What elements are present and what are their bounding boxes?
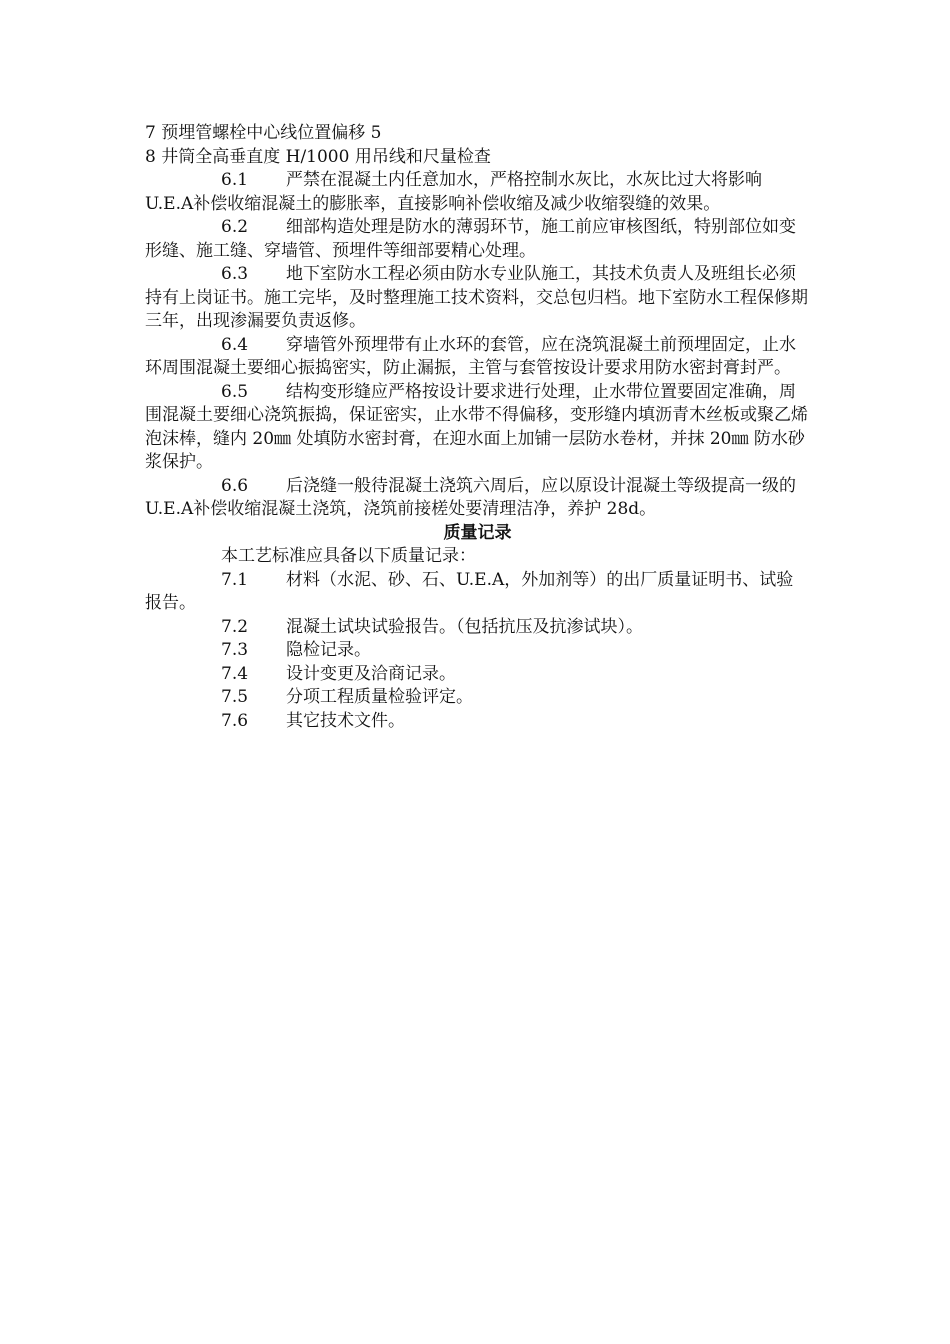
clause-number: 7.1 bbox=[221, 569, 249, 590]
clause-number: 6.3 bbox=[221, 264, 249, 284]
clause-text: 隐检记录。 bbox=[286, 640, 371, 660]
clause-number: 6.4 bbox=[221, 334, 249, 355]
clause-number: 7.6 bbox=[221, 710, 249, 731]
clause-number: 7.2 bbox=[221, 616, 249, 637]
clause-number: 7.3 bbox=[221, 640, 249, 660]
clause-7-4 bbox=[145, 663, 810, 687]
item-7-line: 7 预埋管螺栓中心线位置偏移 5 bbox=[145, 123, 382, 143]
clause-6-1 bbox=[145, 169, 810, 216]
clause-7-5 bbox=[145, 686, 810, 710]
clause-7-2 bbox=[145, 616, 810, 640]
clause-text: 材料（水泥、砂、石、U.E.A，外加剂等）的出厂质量证明书、试验报告。 bbox=[145, 569, 794, 613]
section-heading-quality-records: 质量记录 bbox=[443, 522, 512, 543]
clause-text: 设计变更及洽商记录。 bbox=[286, 663, 456, 684]
clause-text: 地下室防水工程必须由防水专业队施工，其技术负责人及班组长必须持有上岗证书。施工完毕，及时整理施工技术资料，交总包归档。地下室防水工程保修期三年，出现渗漏要负责返修。 bbox=[145, 264, 808, 331]
clause-text: 细部构造处理是防水的薄弱环节，施工前应审核图纸，特别部位如变形缝、施工缝、穿墙管、预埋件等细部要精心处理。 bbox=[145, 217, 796, 261]
clause-7-6 bbox=[145, 710, 810, 734]
clause-6-3 bbox=[145, 263, 810, 334]
document-body bbox=[145, 122, 810, 733]
clause-7-3 bbox=[145, 639, 810, 663]
clause-number: 6.6 bbox=[221, 475, 249, 496]
clause-text: 结构变形缝应严格按设计要求进行处理，止水带位置要固定准确，周围混凝土要细心浇筑振捣，保证密实，止水带不得偏移，变形缝内填沥青木丝板或聚乙烯泡沫棒，缝内 20㎜ 处填防水密封膏，在迎水面上加铺一层防水卷材，并抹 20㎜ 防水砂浆保护。 bbox=[145, 381, 808, 472]
clause-text: 分项工程质量检验评定。 bbox=[286, 687, 473, 707]
clause-text: 严禁在混凝土内任意加水，严格控制水灰比，水灰比过大将影响U.E.A补偿收缩混凝土的膨胀率，直接影响补偿收缩及减少收缩裂缝的效果。 bbox=[145, 170, 762, 214]
quality-intro bbox=[145, 545, 810, 569]
clause-text: 其它技术文件。 bbox=[286, 710, 405, 731]
intro-text: 本工艺标准应具备以下质量记录： bbox=[221, 546, 476, 566]
clause-6-5 bbox=[145, 381, 810, 475]
clause-6-4 bbox=[145, 334, 810, 381]
clause-7-1 bbox=[145, 569, 810, 616]
clause-text: 混凝土试块试验报告。（包括抗压及抗渗试块）。 bbox=[286, 616, 643, 637]
clause-6-6 bbox=[145, 475, 810, 522]
clause-number: 7.5 bbox=[221, 687, 249, 707]
clause-text: 穿墙管外预埋带有止水环的套管，应在浇筑混凝土前预埋固定，止水环周围混凝土要细心振捣密实，防止漏振，主管与套管按设计要求用防水密封膏封严。 bbox=[145, 334, 796, 378]
clause-number: 6.2 bbox=[221, 217, 249, 237]
clause-number: 6.5 bbox=[221, 381, 249, 402]
item-8-line: 8 井筒全高垂直度 H/1000 用吊线和尺量检查 bbox=[145, 146, 491, 167]
clause-number: 6.1 bbox=[221, 170, 249, 190]
clause-6-2 bbox=[145, 216, 810, 263]
clause-text: 后浇缝一般待混凝土浇筑六周后，应以原设计混凝土等级提高一级的U.E.A补偿收缩混凝土浇筑，浇筑前接槎处要清理洁净，养护 28d。 bbox=[145, 475, 796, 519]
clause-number: 7.4 bbox=[221, 663, 249, 684]
